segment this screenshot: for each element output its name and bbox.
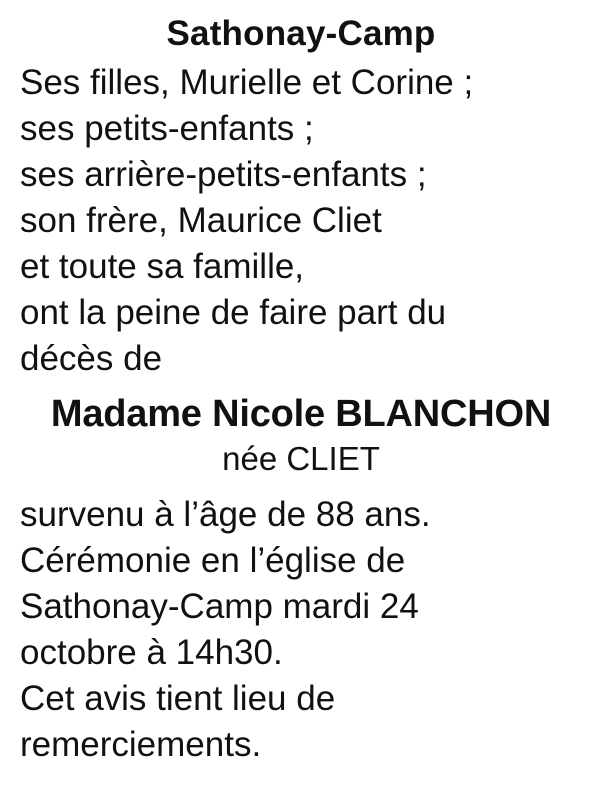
family-line: et toute sa famille, bbox=[20, 247, 305, 286]
family-line: ses arrière-petits-enfants ; bbox=[20, 155, 427, 194]
detail-line: remerciements. bbox=[20, 725, 262, 764]
family-line: son frère, Maurice Cliet bbox=[20, 201, 382, 240]
family-line: ses petits-enfants ; bbox=[20, 109, 314, 148]
detail-line: survenu à l’âge de 88 ans. bbox=[20, 495, 431, 534]
family-line: Ses filles, Murielle et Corine ; bbox=[20, 63, 474, 102]
detail-line: octobre à 14h30. bbox=[20, 633, 283, 672]
deceased-maiden-name: née CLIET bbox=[222, 440, 380, 477]
family-line: décès de bbox=[20, 339, 163, 378]
town-heading: Sathonay-Camp bbox=[166, 14, 436, 53]
family-announcement bbox=[20, 60, 582, 382]
detail-line: Sathonay-Camp mardi 24 bbox=[20, 587, 419, 626]
detail-line: Cérémonie en l’église de bbox=[20, 541, 406, 580]
deceased-name: Madame Nicole BLANCHON bbox=[50, 393, 552, 435]
detail-line: Cet avis tient lieu de bbox=[20, 679, 336, 718]
family-line: ont la peine de faire part du bbox=[20, 293, 447, 332]
ceremony-details bbox=[20, 492, 582, 768]
